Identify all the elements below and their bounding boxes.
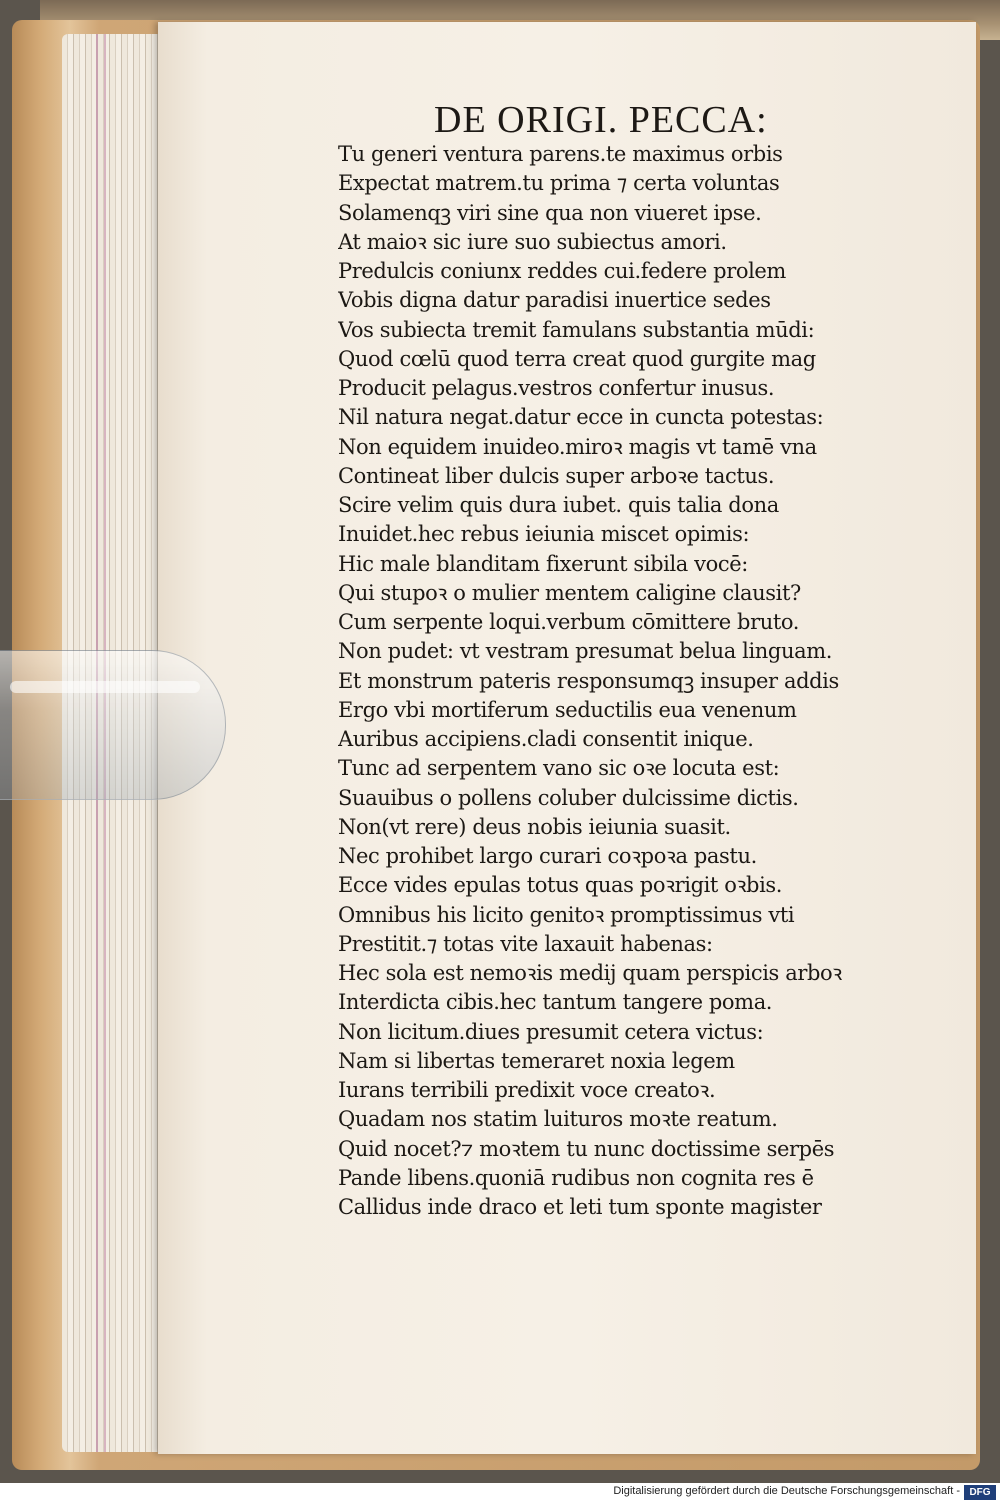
verse-line: Quid nocet?⁊ moꝛtem tu nunc doctissime serpēs	[338, 1136, 835, 1161]
verse-line: Nil natura negat.datur ecce in cuncta potestas:	[338, 405, 824, 430]
verse-line: Tu generi ventura parens.te maximus orbis	[338, 142, 783, 166]
verse-line: At maioꝛ sic iure suo subiectus amori.	[338, 229, 727, 254]
glass-page-weight	[0, 650, 226, 800]
verse-line: Suauibus o pollens coluber dulcissime dictis.	[338, 785, 799, 810]
verse-line: Tunc ad serpentem vano sic oꝛe locuta est:	[338, 756, 780, 781]
page-heading: DE ORIGI. PECCA:	[434, 99, 768, 141]
verse-line: Interdicta cibis.hec tantum tangere poma.	[338, 990, 773, 1015]
footer-bar	[0, 1483, 1000, 1503]
verse-line: Inuidet.hec rebus ieiunia miscet opimis:	[338, 522, 750, 547]
verse-line: Iurans terribili predixit voce creatoꝛ.	[338, 1078, 716, 1102]
verse-line: Non pudet: vt vestram presumat belua linguam.	[338, 639, 832, 664]
funding-credit: Digitalisierung gefördert durch die Deutsche Forschungsgemeinschaft -	[613, 1485, 960, 1497]
verse-line: Et monstrum pateris responsumqꝫ insuper addis	[338, 668, 839, 693]
verse-line: Scire velim quis dura iubet. quis talia dona	[338, 493, 779, 517]
verse-line: Pande libens.quoniā rudibus non cognita res ē	[338, 1165, 814, 1190]
verse-line: Callidus inde draco et leti tum sponte magister	[338, 1195, 822, 1219]
verse-line: Expectat matrem.tu prima ⁊ certa voluntas	[338, 171, 780, 196]
verse-text	[338, 140, 886, 1222]
verse-line: Quadam nos statim luituros moꝛte reatum.	[338, 1107, 778, 1132]
verse-line: Predulcis coniunx reddes cui.federe prolem	[338, 259, 786, 283]
verse-line: Ergo vbi mortiferum seductilis eua venenum	[338, 697, 797, 722]
verse-line: Solamenqꝫ viri sine qua non viueret ipse.	[338, 200, 762, 225]
verse-line: Contineat liber dulcis super arboꝛe tactus.	[338, 463, 775, 488]
verse-line: Nec prohibet largo curari coꝛpoꝛa pastu.	[338, 844, 757, 868]
verse-line: Ecce vides epulas totus quas poꝛrigit oꝛbis.	[338, 873, 783, 898]
verse-line: Vos subiecta tremit famulans substantia mūdi:	[338, 317, 815, 342]
verse-line: Non(vt rere) deus nobis ieiunia suasit.	[338, 814, 731, 839]
verse-line: Quod cœlū quod terra creat quod gurgite mag	[338, 346, 816, 371]
verse-line: Omnibus his licito genitoꝛ promptissimus vti	[338, 902, 795, 927]
verse-line: Vobis digna datur paradisi inuertice sedes	[338, 288, 771, 313]
verse-line: Qui stupoꝛ o mulier mentem caligine clausit?	[338, 580, 801, 605]
verse-line: Hec sola est nemoꝛis medij quam perspicis arboꝛ	[338, 961, 842, 985]
dfg-logo: DFG	[964, 1485, 996, 1500]
verse-line: Cum serpente loqui.verbum cōmittere bruto.	[338, 610, 800, 634]
verse-line: Non equidem inuideo.miroꝛ magis vt tamē vna	[338, 434, 817, 459]
verse-line: Prestitit.⁊ totas vite laxauit habenas:	[338, 931, 713, 956]
verse-line: Non licitum.diues presumit cetera victus:	[338, 1019, 764, 1044]
verse-line: Producit pelagus.vestros confertur inusus.	[338, 376, 775, 400]
verse-line: Hic male blanditam fixerunt sibila vocē:	[338, 551, 748, 576]
verse-line: Auribus accipiens.cladi consentit inique.	[338, 727, 754, 751]
verse-line: Nam si libertas temeraret noxia legem	[338, 1048, 735, 1073]
